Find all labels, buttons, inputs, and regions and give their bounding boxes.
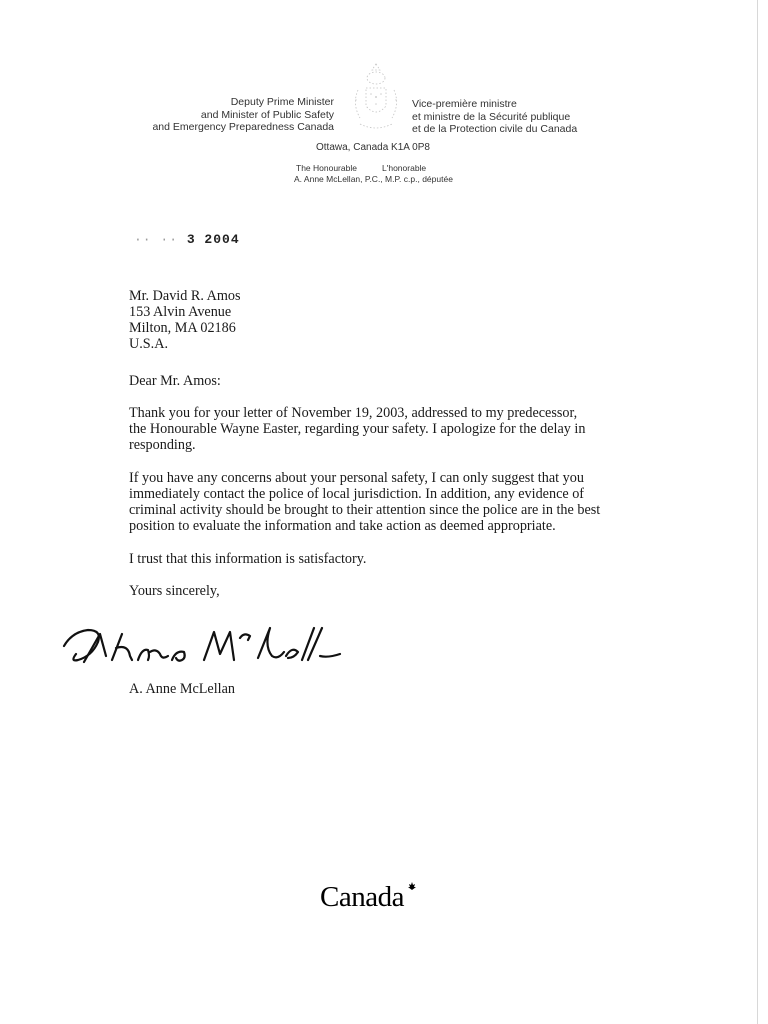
honourable-en: The Honourable [296, 163, 357, 173]
recipient-line: 153 Alvin Avenue [129, 304, 232, 320]
letterhead-english-line: and Minister of Public Safety [200, 108, 334, 121]
letterhead-english-line: Deputy Prime Minister [230, 96, 334, 108]
date-stamp [134, 232, 240, 247]
paragraph-line: position to evaluate the information and take action as deemed appropriate. [129, 518, 556, 534]
letterhead-french [412, 98, 577, 136]
canada-wordmark: Canada [320, 881, 404, 913]
handwritten-signature [58, 616, 348, 674]
recipient-line: U.S.A. [129, 336, 169, 352]
canada-flag-icon [405, 881, 419, 891]
coat-of-arms-icon [346, 60, 406, 136]
recipient-address [129, 288, 669, 352]
honourable-fr: L'honorable [382, 163, 427, 173]
letterhead-french-line: et de la Protection civile du Canada [412, 123, 578, 135]
date-stamp-visible: 3 2004 [186, 232, 240, 247]
signer-name: A. Anne McLellan [129, 681, 235, 697]
paragraph-line: the Honourable Wayne Easter, regarding your safety. I apologize for the delay in [129, 421, 586, 437]
paragraph-line: criminal activity should be brought to their attention since the police are in the best [129, 502, 601, 518]
letterhead-city: Ottawa, Canada K1A 0P8 [316, 142, 430, 153]
paragraph-line: I trust that this information is satisfactory. [129, 551, 367, 567]
recipient-line: Mr. David R. Amos [129, 288, 241, 304]
paragraph-line: responding. [129, 437, 196, 453]
closing: Yours sincerely, [129, 583, 220, 599]
paragraph-1 [129, 405, 669, 453]
letterhead-english [152, 96, 334, 134]
minister-name: A. Anne McLellan, P.C., M.P. c.p., députée [294, 174, 453, 184]
paragraph-3 [129, 551, 669, 567]
paragraph-line: immediately contact the police of local jurisdiction. In addition, any evidence of [129, 486, 585, 502]
letterhead-french-line: et ministre de la Sécurité publique [412, 110, 571, 123]
letterhead-french-line: Vice-première ministre [412, 98, 517, 110]
paragraph-2 [129, 470, 669, 534]
paragraph-line: If you have any concerns about your personal safety, I can only suggest that you [129, 470, 584, 486]
page-edge [757, 0, 758, 1024]
recipient-line: Milton, MA 02186 [129, 320, 236, 336]
paragraph-line: Thank you for your letter of November 19, 2003, addressed to my predecessor, [129, 405, 578, 421]
salutation: Dear Mr. Amos: [129, 373, 221, 389]
letterhead-english-line: and Emergency Preparedness Canada [152, 121, 334, 133]
date-stamp-faint: ·· ·· [134, 232, 179, 247]
